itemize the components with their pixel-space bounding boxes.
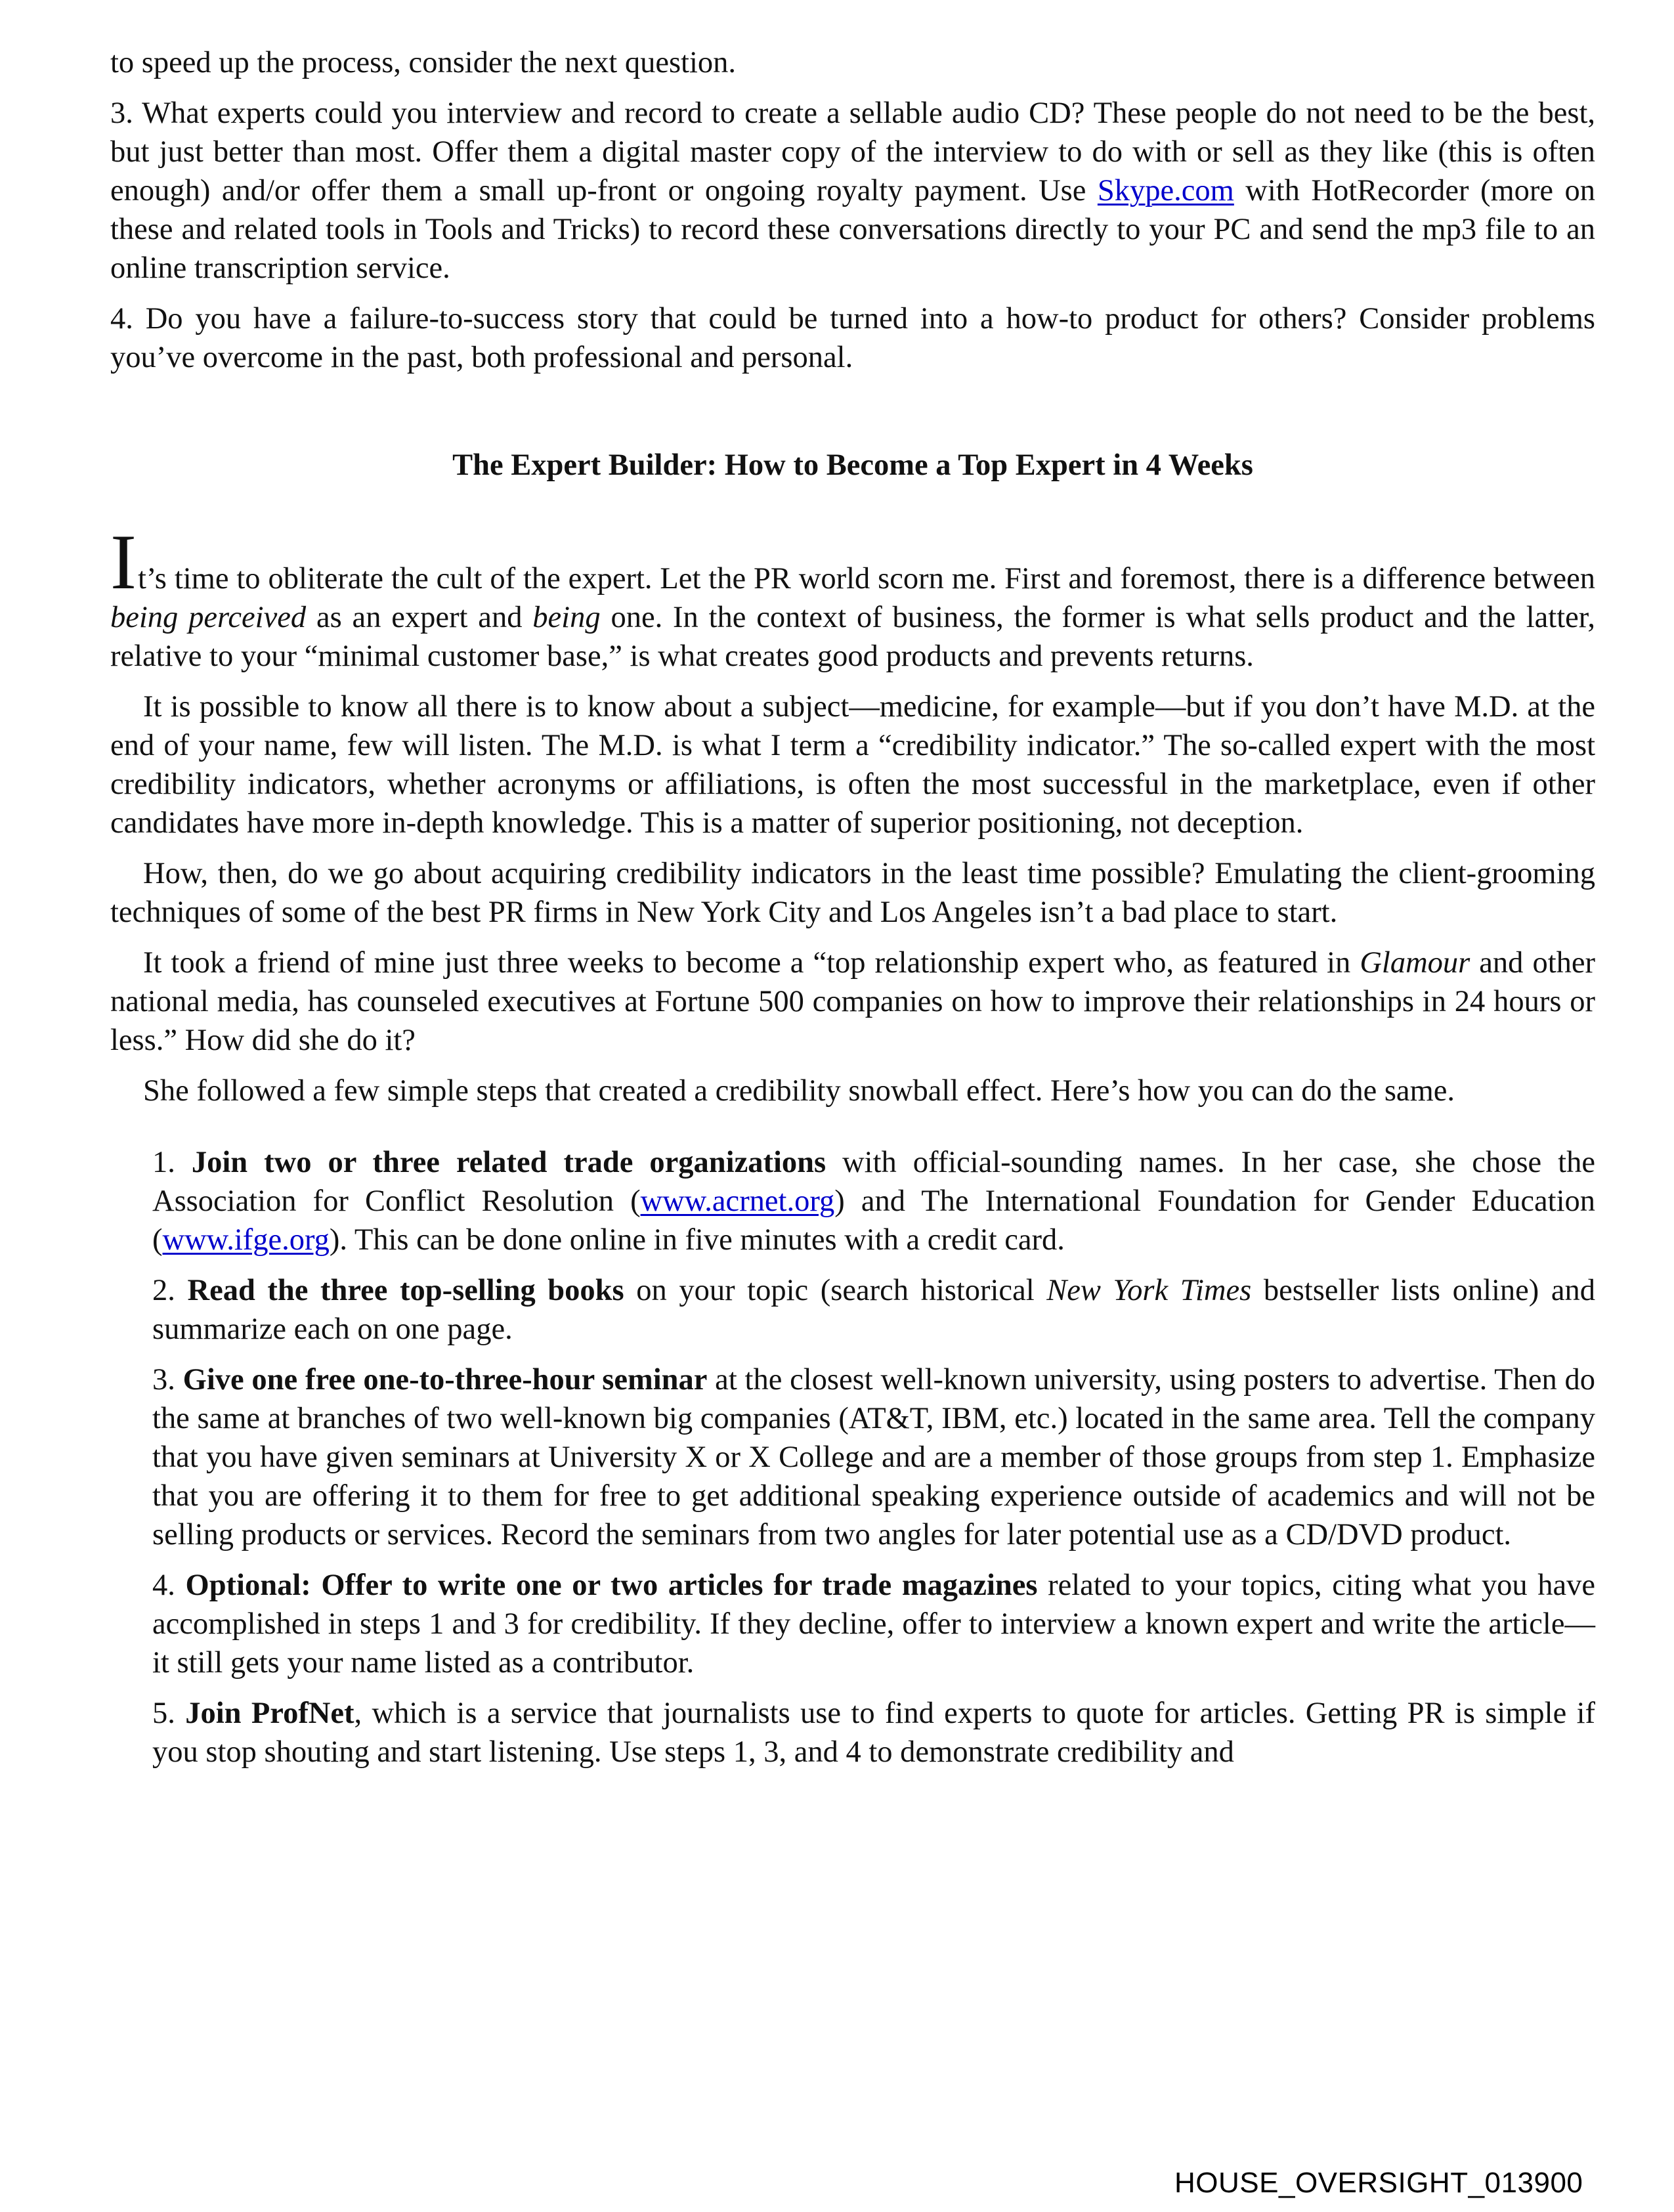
step-text: on your topic (search historical	[624, 1274, 1047, 1307]
step-text: ) and The International Foundation for Gender Education (	[152, 1184, 1596, 1257]
opening-text-a: t’s time to obliterate the cult of the expert. Let the PR world scorn me. First and foremost, there is a difference between	[137, 562, 1595, 596]
opening-text-c: one. In the context of business, the former is what sells product and the latter, relative to your “minimal customer base,” is what creates good products and prevents returns.	[110, 601, 1596, 673]
drop-cap: I	[110, 518, 137, 605]
emphasis-glamour: Glamour	[1360, 946, 1470, 980]
step-text: , which is a service that journalists use to find experts to quote for articles. Getting PR is simple if you stop shouting and start listening. Use steps 1, 3, and 4 to demonstrate credibility and	[152, 1697, 1595, 1769]
friend-story-text-b: and other national media, has counseled executives at Fortune 500 companies on how to improve their relationships in 24 hours or less.” How did she do it?	[110, 946, 1595, 1057]
steps-list	[110, 1143, 1595, 1771]
step-number: 2.	[152, 1274, 188, 1307]
step-number: 1.	[152, 1146, 192, 1179]
bates-number: HOUSE_OVERSIGHT_013900	[1174, 2167, 1583, 2199]
document-page	[110, 43, 1595, 1771]
step-text: bestseller lists online) and summarize each on one page.	[152, 1274, 1596, 1346]
step-heading: Read the three top-selling books	[187, 1274, 624, 1307]
snowball-paragraph: She followed a few simple steps that created a credibility snowball effect. Here’s how you can do the same.	[143, 1074, 1455, 1108]
skype-link[interactable]: Skype.com	[1097, 174, 1234, 207]
list-item	[152, 1566, 1595, 1682]
opening-paragraph	[110, 518, 1596, 676]
emphasis-nyt: New York Times	[1046, 1274, 1252, 1307]
friend-story-paragraph	[110, 943, 1595, 1060]
question-3-text-a: 3. What experts could you interview and record to create a sellable audio CD? These people do not need to be the best, but just better than most. Offer them a digital master copy of the interview to do with or sell as they like (this is often enough) and/or offer them a small up-front or ongoing royalty payment. Use	[110, 97, 1595, 207]
emphasis-being: being	[532, 601, 601, 634]
step-heading: Give one free one-to-three-hour seminar	[182, 1363, 708, 1397]
step-text: related to your topics, citing what you have accomplished in steps 1 and 3 for credibility. If they decline, offer to interview a known expert and write the article—it still gets your name listed as a contributor.	[152, 1569, 1596, 1680]
pr-firms-paragraph: How, then, do we go about acquiring credibility indicators in the least time possible? Emulating the client-grooming techniques of some of the best PR firms in New York City and Los Angeles isn’t a bad place to start.	[110, 857, 1595, 929]
opening-text-b: as an expert and	[306, 601, 533, 634]
question-4-paragraph: 4. Do you have a failure-to-success story that could be turned into a how-to product for others? Consider problems you’ve overcome in the past, both professional and personal.	[110, 302, 1595, 374]
acrnet-link[interactable]: www.acrnet.org	[640, 1184, 835, 1218]
list-item	[152, 1360, 1595, 1554]
step-heading: Join ProfNet	[185, 1697, 354, 1730]
emphasis-being-perceived: being perceived	[110, 601, 307, 634]
step-text: ). This can be done online in five minutes with a credit card.	[329, 1223, 1065, 1257]
step-number: 4.	[152, 1569, 186, 1602]
ifge-link[interactable]: www.ifge.org	[162, 1223, 330, 1257]
step-number: 5.	[152, 1697, 186, 1730]
step-text: at the closest well-known university, using posters to advertise. Then do the same at branches of two well-known big companies (AT&T, IBM, etc.) located in the same area. Tell the company that you have given seminars at University X or X College and are a member of those groups from step 1. Emphasize that you are offering it to them for free to get additional speaking experience outside of academics and will not be selling products or services. Record the seminars from two angles for later potential use as a CD/DVD product.	[152, 1363, 1596, 1551]
list-item	[152, 1143, 1595, 1259]
step-number: 3.	[152, 1363, 183, 1397]
step-heading: Join two or three related trade organizations	[191, 1146, 826, 1179]
step-heading: Optional: Offer to write one or two articles for trade magazines	[185, 1569, 1038, 1602]
section-title: The Expert Builder: How to Become a Top Expert in 4 Weeks	[452, 448, 1253, 482]
list-item	[152, 1694, 1595, 1771]
credibility-paragraph: It is possible to know all there is to know about a subject—medicine, for example—but if you don’t have M.D. at the end of your name, few will listen. The M.D. is what I term a “credibility indicator.” The so-called expert with the most credibility indicators, whether acronyms or affiliations, is often the most successful in the marketplace, even if other candidates have more in-depth knowledge. This is a matter of superior positioning, not deception.	[110, 690, 1595, 840]
question-3-paragraph	[110, 94, 1595, 288]
friend-story-text-a: It took a friend of mine just three weeks to become a “top relationship expert who, as featured in	[143, 946, 1360, 980]
step-text: with official-sounding names. In her case, she chose the Association for Conflict Resolution (	[152, 1146, 1595, 1218]
list-item	[152, 1271, 1595, 1349]
carryover-paragraph: to speed up the process, consider the next question.	[110, 46, 737, 79]
question-3-text-b: with HotRecorder (more on these and related tools in Tools and Tricks) to record these conversations directly to your PC and send the mp3 file to an online transcription service.	[110, 174, 1595, 285]
